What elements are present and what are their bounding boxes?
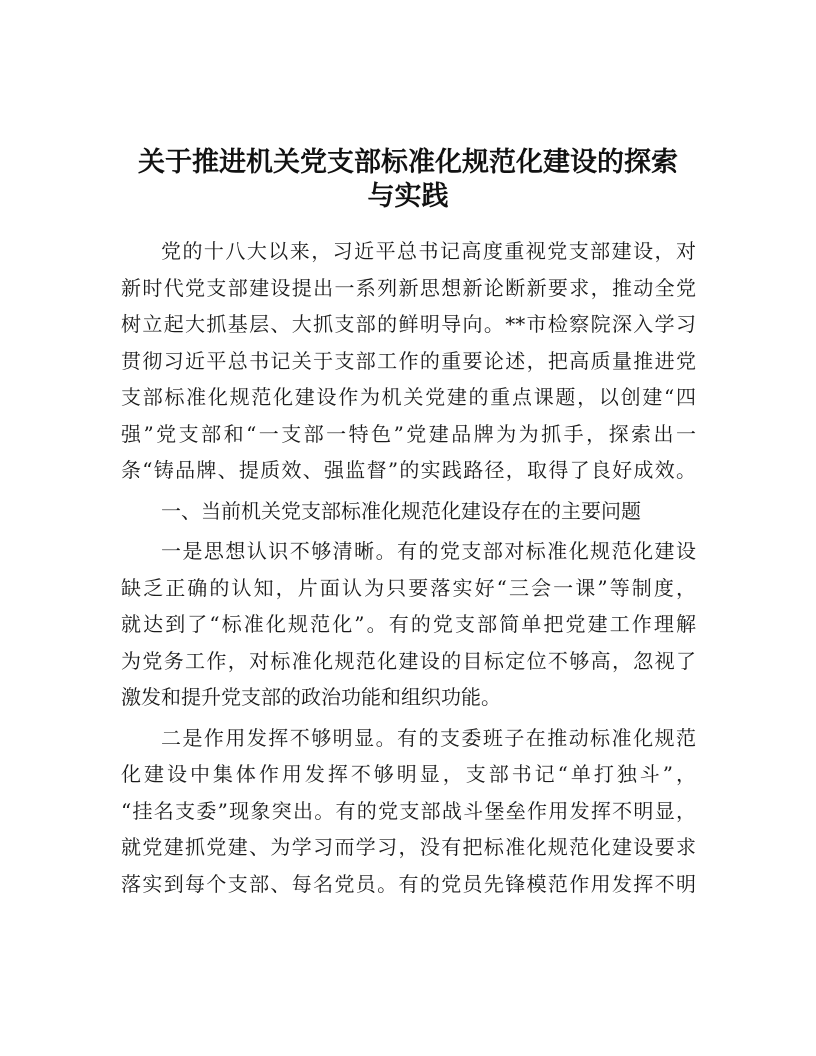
document-body: [121, 233, 696, 902]
text-line: 二是作用发挥不够明显。有的支委班子在推动标准化规范: [161, 725, 696, 750]
paragraph-intro: [121, 233, 696, 489]
title-line-1: 关于推进机关党支部标准化规范化建设的探索: [138, 147, 678, 178]
text-line: “挂名支委”现象突出。有的党支部战斗堡垒作用发挥不明显，: [121, 798, 696, 823]
paragraph-point-1: [121, 533, 696, 716]
text-line: 落实到每个支部、每名党员。有的党员先锋模范作用发挥不明: [121, 871, 696, 896]
text-line: 就达到了“标准化规范化”。有的党支部简单把党建工作理解: [121, 612, 696, 636]
document-title: [100, 146, 716, 214]
text-line: 条“铸品牌、提质效、强监督”的实践路径，取得了良好成效。: [121, 458, 696, 482]
text-line: 树立起大抓基层、大抓支部的鲜明导向。**市检察院深入学习: [121, 312, 696, 336]
text-line: 一是思想认识不够清晰。有的党支部对标准化规范化建设: [161, 539, 696, 563]
text-line: 就党建抓党建、为学习而学习，没有把标准化规范化建设要求: [121, 835, 696, 859]
section-heading: [121, 493, 696, 530]
text-line: 为党务工作，对标准化规范化建设的目标定位不够高，忽视了: [121, 648, 696, 673]
text-line: 新时代党支部建设提出一系列新思想新论断新要求，推动全党: [121, 275, 696, 300]
title-line-2: 与实践: [367, 181, 449, 212]
text-line: 化建设中集体作用发挥不够明显，支部书记“单打独斗”，: [121, 762, 696, 786]
section-heading-text: 一、当前机关党支部标准化规范化建设存在的主要问题: [161, 498, 641, 523]
text-line: 党的十八大以来，习近平总书记高度重视党支部建设，对: [161, 239, 696, 263]
text-line: 支部标准化规范化建设作为机关党建的重点课题，以创建“四: [121, 385, 696, 409]
paragraph-point-2: [121, 720, 696, 903]
text-line: 贯彻习近平总书记关于支部工作的重要论述，把高质量推进党: [121, 348, 696, 373]
text-line: 缺乏正确的认知，片面认为只要落实好“三会一课”等制度，: [121, 575, 696, 600]
text-line: 强”党支部和“一支部一特色”党建品牌为为抓手，探索出一: [121, 421, 696, 446]
text-line: 激发和提升党支部的政治功能和组织功能。: [121, 685, 501, 709]
